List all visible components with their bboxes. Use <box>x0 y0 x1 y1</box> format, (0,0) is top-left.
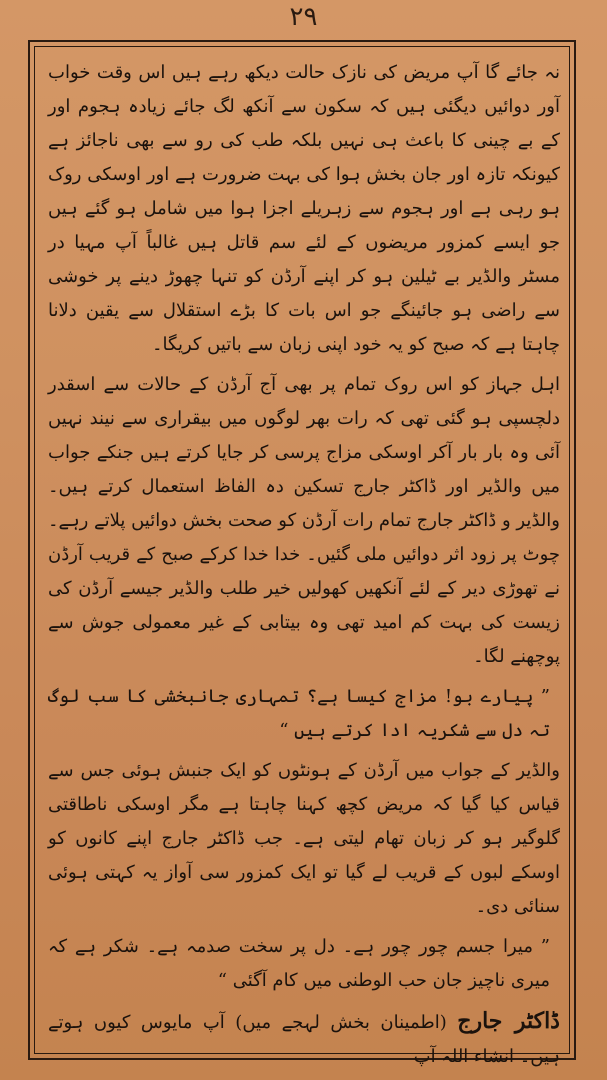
page-number: ۲۹ <box>289 2 318 32</box>
quote-1: ” پیارے بو! مزاج کیسا ہے؟ تمہاری جانبخشی کا سب لوگ تہ دل سے شکریہ ادا کرتے ہیں “ <box>48 686 550 741</box>
paragraph-1: نہ جائے گا آپ مریض کی نازک حالت دیکھ رہے ہیں اس وقت خواب آور دوائیں دیگئی ہیں کہ سکون سے آنکھ لگ جائے زیادہ ہجوم اور کے بے چینی کا باعث ہی نہیں بلکہ طب کی رو سے بھی ناجائز ہے کیونکہ تازہ اور جان بخش ہوا کی بہت ضرورت ہے اور اوسکی روک ہو رہی ہے اور ہجوم سے زہریلے اجزا ہوا میں شامل ہو گئے ہیں جو ایسے کمزور مریضوں کے لئے سم قاتل ہیں غالباً آپ مہیا در مسٹر والڈیر بے ٹیلین ہو کر اپنے آرڈن کو تنہا چھوڑ دینے پر خوشی سے راضی ہو جائینگے جو اس بات کا بڑے استقلال سے یقین دلانا چاہتا ہے کہ صبح کو یہ خود اپنی زبان سے باتیں کریگا۔ <box>48 62 560 355</box>
paragraph-3: والڈیر کے جواب میں آرڈن کے ہونٹوں کو ایک جنبش ہوئی جس سے قیاس کیا گیا کہ مریض کچھ کہنا چاہتا ہے مگر اوسکی ناطاقتی گلوگیر ہو کر زبان تھام لیتی ہے۔ جب ڈاکٹر جارج اپنے کانوں کو اوسکے لبوں کے قریب لے گیا تو ایک کمزور سی آواز یہ کہتی ہوئی سنائی دی۔ <box>48 760 560 917</box>
signature-text: (اطمینان بخش لہجے میں) آپ مایوس کیوں ہوتے ہیں۔ انشاء اللہ آپ <box>48 1012 560 1067</box>
urdu-text-block <box>48 56 560 1067</box>
signature-line <box>48 1004 560 1074</box>
paragraph-2: اہل جہاز کو اس روک تمام پر بھی آج آرڈن کے حالات سے اسقدر دلچسپی ہو گئی تھی کہ رات بھر لوگوں میں بیقراری سے نیند نہیں آئی وہ بار بار آکر اوسکی مزاج پرسی کر جایا کرتے ہیں جنکے جواب میں والڈیر اور ڈاکٹر جارج تسکین دہ الفاظ استعمال کرتے ہیں۔ والڈیر و ڈاکٹر جارج تمام رات آرڈن کو صحت بخش دوائیں پلاتے رہے۔ چوٹ پر زود اثر دوائیں ملی گئیں۔ خدا خدا کرکے صبح کے قریب آرڈن نے تھوڑی دیر کے لئے آنکھیں کھولیں خیر طلب والڈیر جیسے آرڈن کی زیست کی بہت کم امید تھی وہ بیتابی کے غیر معمولی جوش سے پوچھنے لگا۔ <box>48 374 560 667</box>
quote-2: ” میرا جسم چور چور ہے۔ دل پر سخت صدمہ ہے۔ شکر ہے کہ میری ناچیز جان حب الوطنی میں کام آگئی “ <box>48 936 550 991</box>
signature-name: ڈاکٹر جارج <box>457 1008 560 1034</box>
